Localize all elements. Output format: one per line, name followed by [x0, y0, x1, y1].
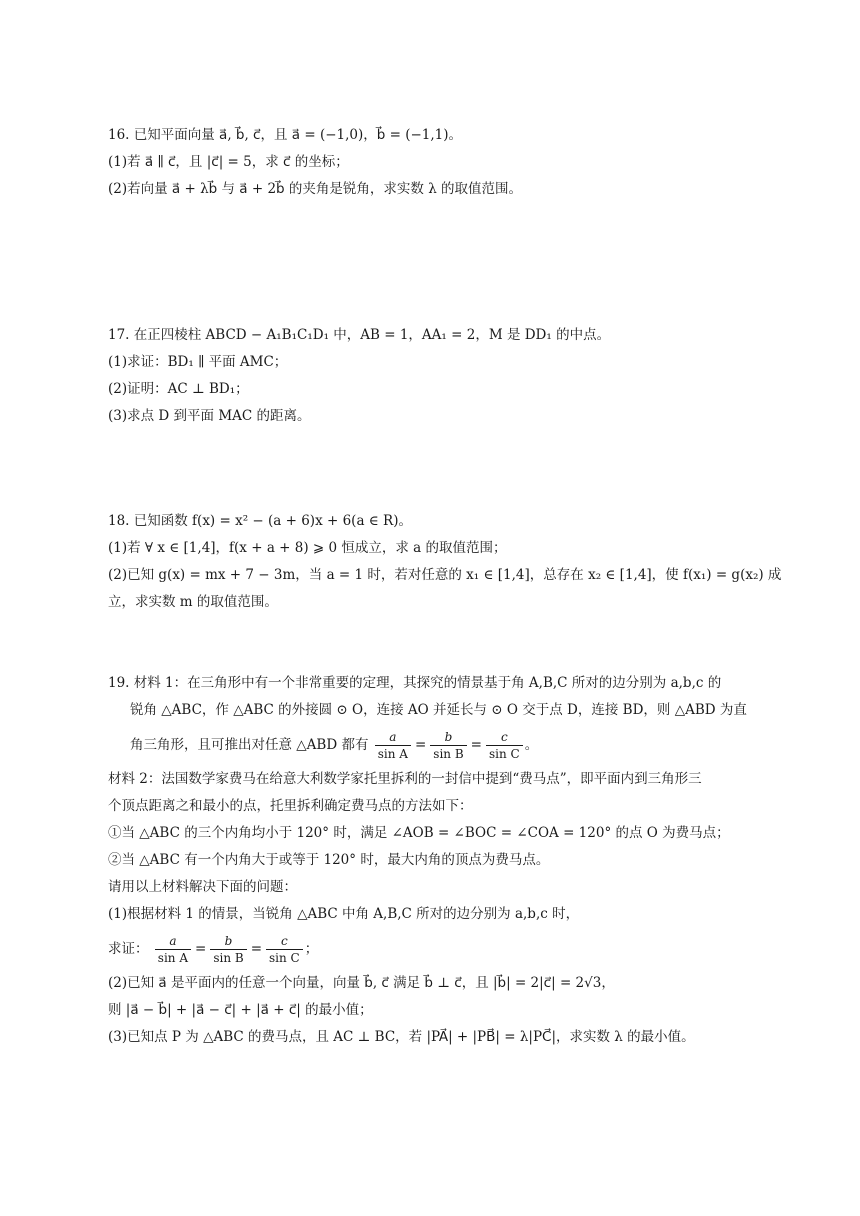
problem-16-part-1: (1)若 a⃗ ∥ c⃗，且 |c⃗| = 5，求 c⃗ 的坐标； — [108, 154, 349, 170]
problem-19-part-1-proof: 求证： $\frac{a}{\text{sin A}}$ = $\frac{b}{\text{sin B}}$ = $\frac{c}{\text{sin C}}$ ； — [108, 934, 319, 965]
problem-19-material-1: 19. 材料 1：在三角形中有一个非常重要的定理，其探究的情景基于角 A,B,C 所对的边分别为 a,b,c 的 — [108, 675, 722, 691]
fraction-b-over-sinB: $\frac{b}{\text{sin B}}$ — [210, 935, 246, 964]
problem-19-sine-rule-line: 角三角形，且可推出对任意 △ABD 都有 $\frac{a}{\text{sin A}}$ = $\frac{b}{\text{sin B}}$ = $\frac{c}{\text{sin C}}$ 。 — [130, 730, 539, 761]
problem-19-part-3: (3)已知点 P 为 △ABC 的费马点，且 AC ⊥ BC，若 |PA⃗| + |PB⃗| = λ|PC⃗|，求实数 λ 的最小值。 — [108, 1029, 695, 1045]
problem-17-stem: 17. 在正四棱柱 ABCD − A₁B₁C₁D₁ 中，AB = 1，AA₁ = 2，M 是 DD₁ 的中点。 — [108, 327, 611, 343]
problem-18-part-2: (2)已知 g(x) = mx + 7 − 3m，当 a = 1 时，若对任意的 x₁ ∈ [1,4]，总存在 x₂ ∈ [1,4]，使 f(x₁) = g(x₂) 成 — [108, 567, 782, 583]
fraction-a-over-sinA: $\frac{a}{\text{sin A}}$ — [375, 731, 411, 760]
problem-19-material-2: 材料 2：法国数学家费马在给意大利数学家托里拆利的一封信中提到“费马点”，即平面内到三角形三 — [108, 771, 702, 787]
problem-19-instruction: 请用以上材料解决下面的问题： — [108, 879, 297, 895]
problem-16-stem: 16. 已知平面向量 a⃗, b⃗, c⃗，且 a⃗ = (−1,0)，b⃗ = (−1,1)。 — [108, 127, 463, 143]
problem-19-case-1: ①当 △ABC 的三个内角均小于 120° 时，满足 ∠AOB = ∠BOC = ∠COA = 120° 的点 O 为费马点； — [108, 825, 730, 841]
fraction-c-over-sinC: $\frac{c}{\text{sin C}}$ — [486, 731, 523, 760]
problem-17-part-2: (2)证明：AC ⊥ BD₁； — [108, 381, 249, 397]
problem-18 — [108, 508, 782, 616]
fraction-b-over-sinB: $\frac{b}{\text{sin B}}$ — [430, 731, 466, 760]
problem-17-part-3: (3)求点 D 到平面 MAC 的距离。 — [108, 408, 311, 424]
problem-19-material-2-cont: 个顶点距离之和最小的点，托里拆利确定费马点的方法如下： — [108, 798, 473, 814]
problem-16 — [108, 122, 758, 203]
problem-19-part-2-cont: 则 |a⃗ − b⃗| + |a⃗ − c⃗| + |a⃗ + c⃗| 的最小值； — [108, 1002, 373, 1018]
problem-19 — [108, 670, 758, 1051]
problem-18-part-2-cont: 立，求实数 m 的取值范围。 — [108, 594, 278, 610]
problem-16-part-2: (2)若向量 a⃗ + λb⃗ 与 a⃗ + 2b⃗ 的夹角是锐角，求实数 λ 的取值范围。 — [108, 181, 523, 197]
problem-17 — [108, 322, 758, 430]
fraction-a-over-sinA: $\frac{a}{\text{sin A}}$ — [155, 935, 191, 964]
problem-19-part-2: (2)已知 a⃗ 是平面内的任意一个向量，向量 b⃗, c⃗ 满足 b⃗ ⊥ c⃗，且 |b⃗| = 2|c⃗| = 2√3， — [108, 975, 615, 991]
problem-19-case-2: ②当 △ABC 有一个内角大于或等于 120° 时，最大内角的顶点为费马点。 — [108, 852, 550, 868]
problem-17-part-1: (1)求证：BD₁ ∥ 平面 AMC； — [108, 354, 288, 370]
fraction-c-over-sinC: $\frac{c}{\text{sin C}}$ — [266, 935, 303, 964]
problem-19-material-1-cont: 锐角 △ABC，作 △ABC 的外接圆 ⊙ O，连接 AO 并延长与 ⊙ O 交于点 D，连接 BD，则 △ABD 为直 — [130, 702, 747, 718]
problem-19-part-1: (1)根据材料 1 的情景，当锐角 △ABC 中角 A,B,C 所对的边分别为 a,b,c 时， — [108, 906, 580, 922]
problem-18-stem: 18. 已知函数 f(x) = x² − (a + 6)x + 6(a ∈ R)。 — [108, 513, 412, 529]
problem-18-part-1: (1)若 ∀ x ∈ [1,4]，f(x + a + 8) ⩾ 0 恒成立，求 a 的取值范围； — [108, 540, 507, 556]
